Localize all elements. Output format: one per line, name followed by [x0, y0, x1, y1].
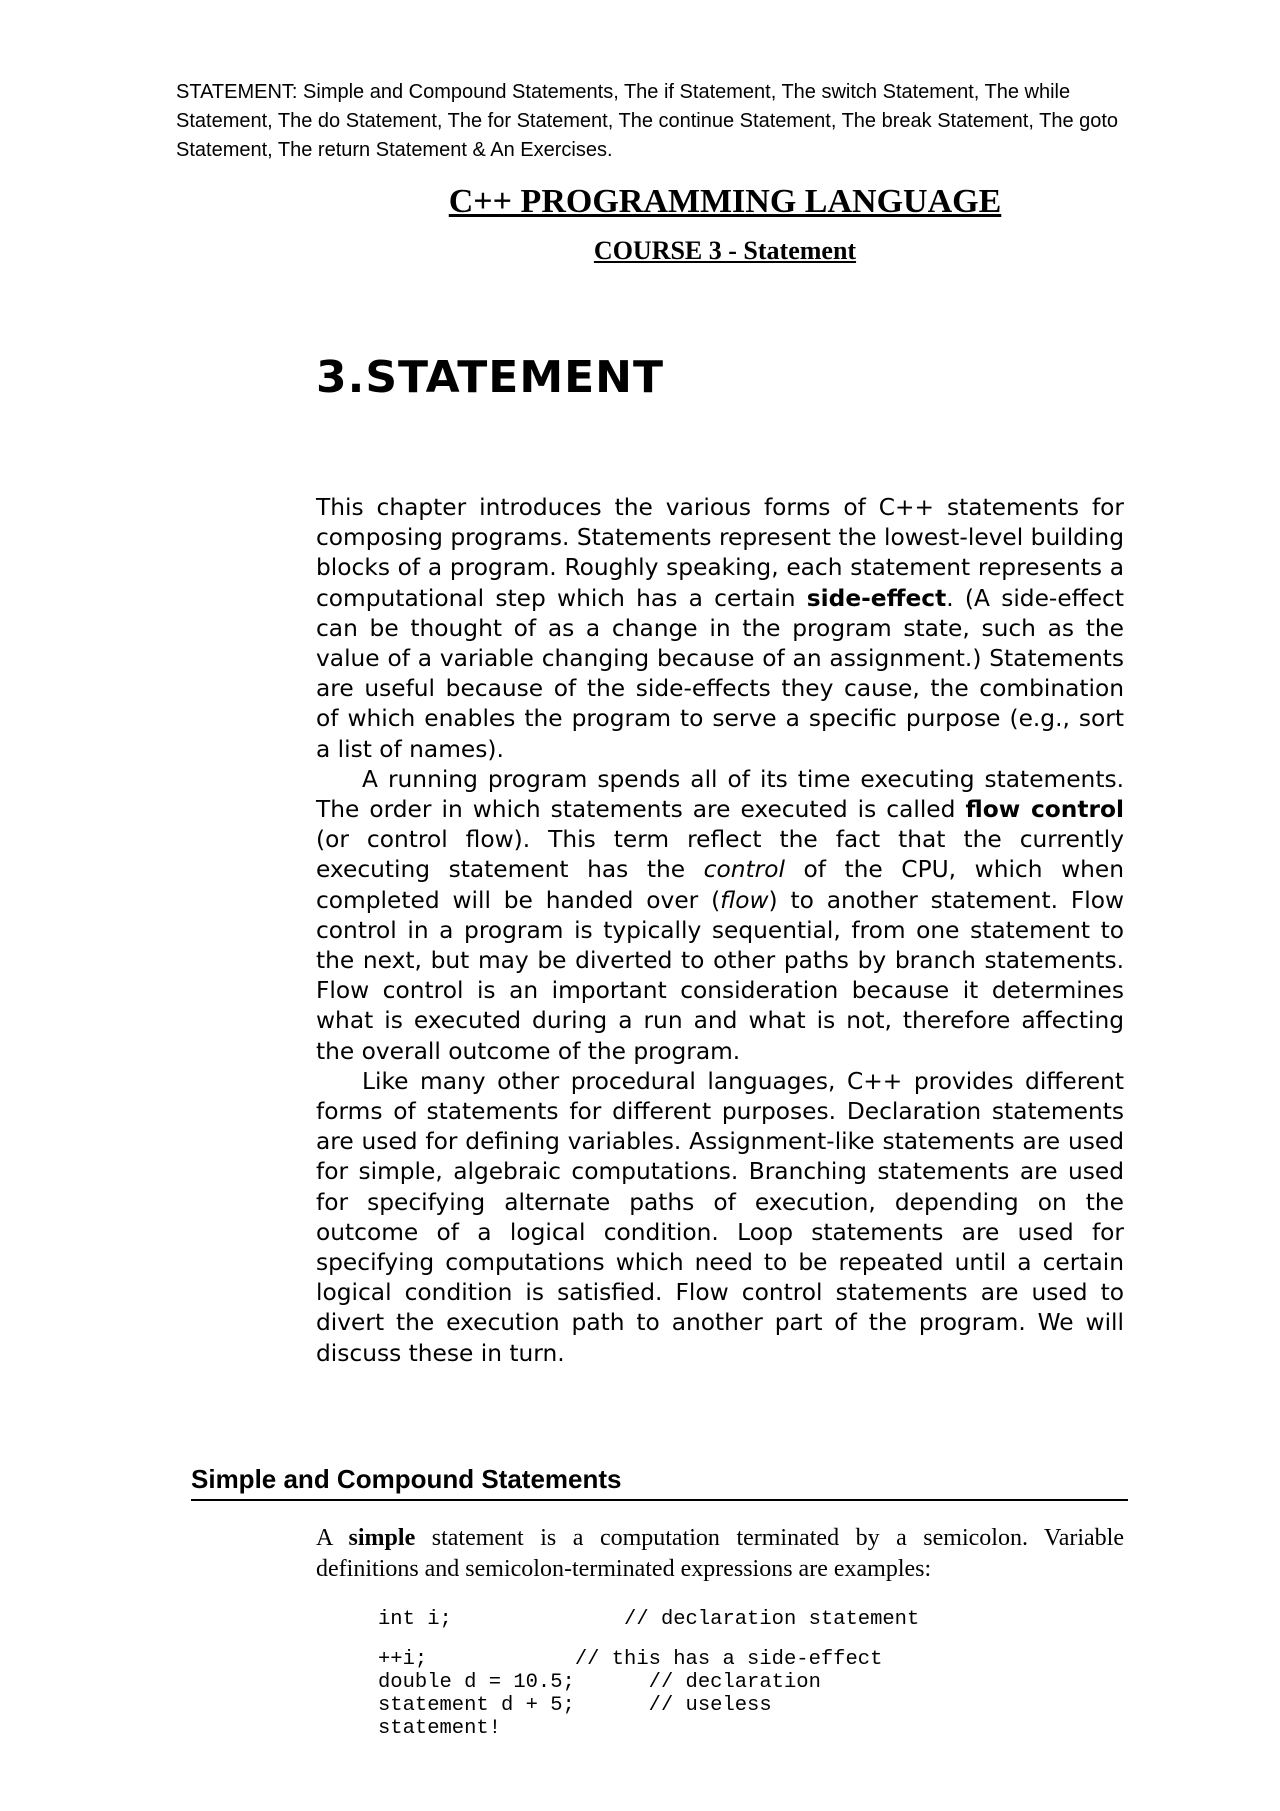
chapter-heading: 3.STATEMENT: [316, 352, 665, 403]
intro-paragraph-3: Like many other procedural languages, C++ provides different forms of statements for different purposes. Declaration statements are used for defining variables. Assignment-like statements are used for simple, algebraic computations. Branching statements are used for specifying alternate paths of execution, depending on the outcome of a logical condition. Loop statements are used for specifying computations which need to be repeated until a certain logical condition is satisfied. Flow control statements are used to divert the execution path to another part of the program. We will discuss these in turn.: [316, 1067, 1124, 1367]
header-note: STATEMENT: Simple and Compound Statements, The if Statement, The switch Statement, The while Statement, The do Statement, The for Statement, The continue Statement, The break Statement, The goto Statement, The return Statement & An Exercises.: [176, 81, 1119, 161]
code-example-1: int i; // declaration statement: [378, 1608, 920, 1631]
emphasis-flow: flow: [720, 886, 769, 914]
intro-paragraph-1: This chapter introduces the various forms of C++ statements for composing programs. Statements represent the lowest-level building blocks of a program. Roughly speaking, each statement represents a computational step which has a certain side-effect. (A side-effect can be thought of as a change in the program state, such as the value of a variable changing because of an assignment.) Statements are useful because of the side-effects they cause, the combination of which enables the program to serve a specific purpose (e.g., sort a list of names).: [316, 494, 1124, 763]
section-title: Simple and Compound Statements: [191, 1464, 1128, 1501]
intro-text: [316, 493, 1124, 1369]
course-title: C++ PROGRAMMING LANGUAGE: [448, 183, 1002, 220]
simple-statement-paragraph: A simple statement is a computation terminated by a semicolon. Variable definitions and semicolon-terminated expressions are examples:: [316, 1525, 1124, 1582]
term-flow-control: flow control: [965, 796, 1124, 824]
term-simple: simple: [348, 1525, 416, 1551]
intro-paragraph-2: A running program spends all of its time executing statements. The order in which statements are executed is called flow control (or control flow). This term reflect the fact that the currently executing statement has the control of the CPU, which when completed will be handed over (flow) to another statement. Flow control in a program is typically sequential, from one statement to the next, but may be diverted to other paths by branch statements. Flow control is an important consideration because it determines what is executed during a run and what is not, therefore affecting the overall outcome of the program.: [316, 765, 1125, 1065]
code-example-2: ++i; // this has a side-effect double d = 10.5; // declaration statement d + 5; // useless statement!: [378, 1648, 883, 1740]
emphasis-control: control: [703, 856, 785, 884]
term-side-effect: side-effect: [806, 584, 947, 612]
course-subtitle: COURSE 3 - Statement: [593, 236, 857, 265]
